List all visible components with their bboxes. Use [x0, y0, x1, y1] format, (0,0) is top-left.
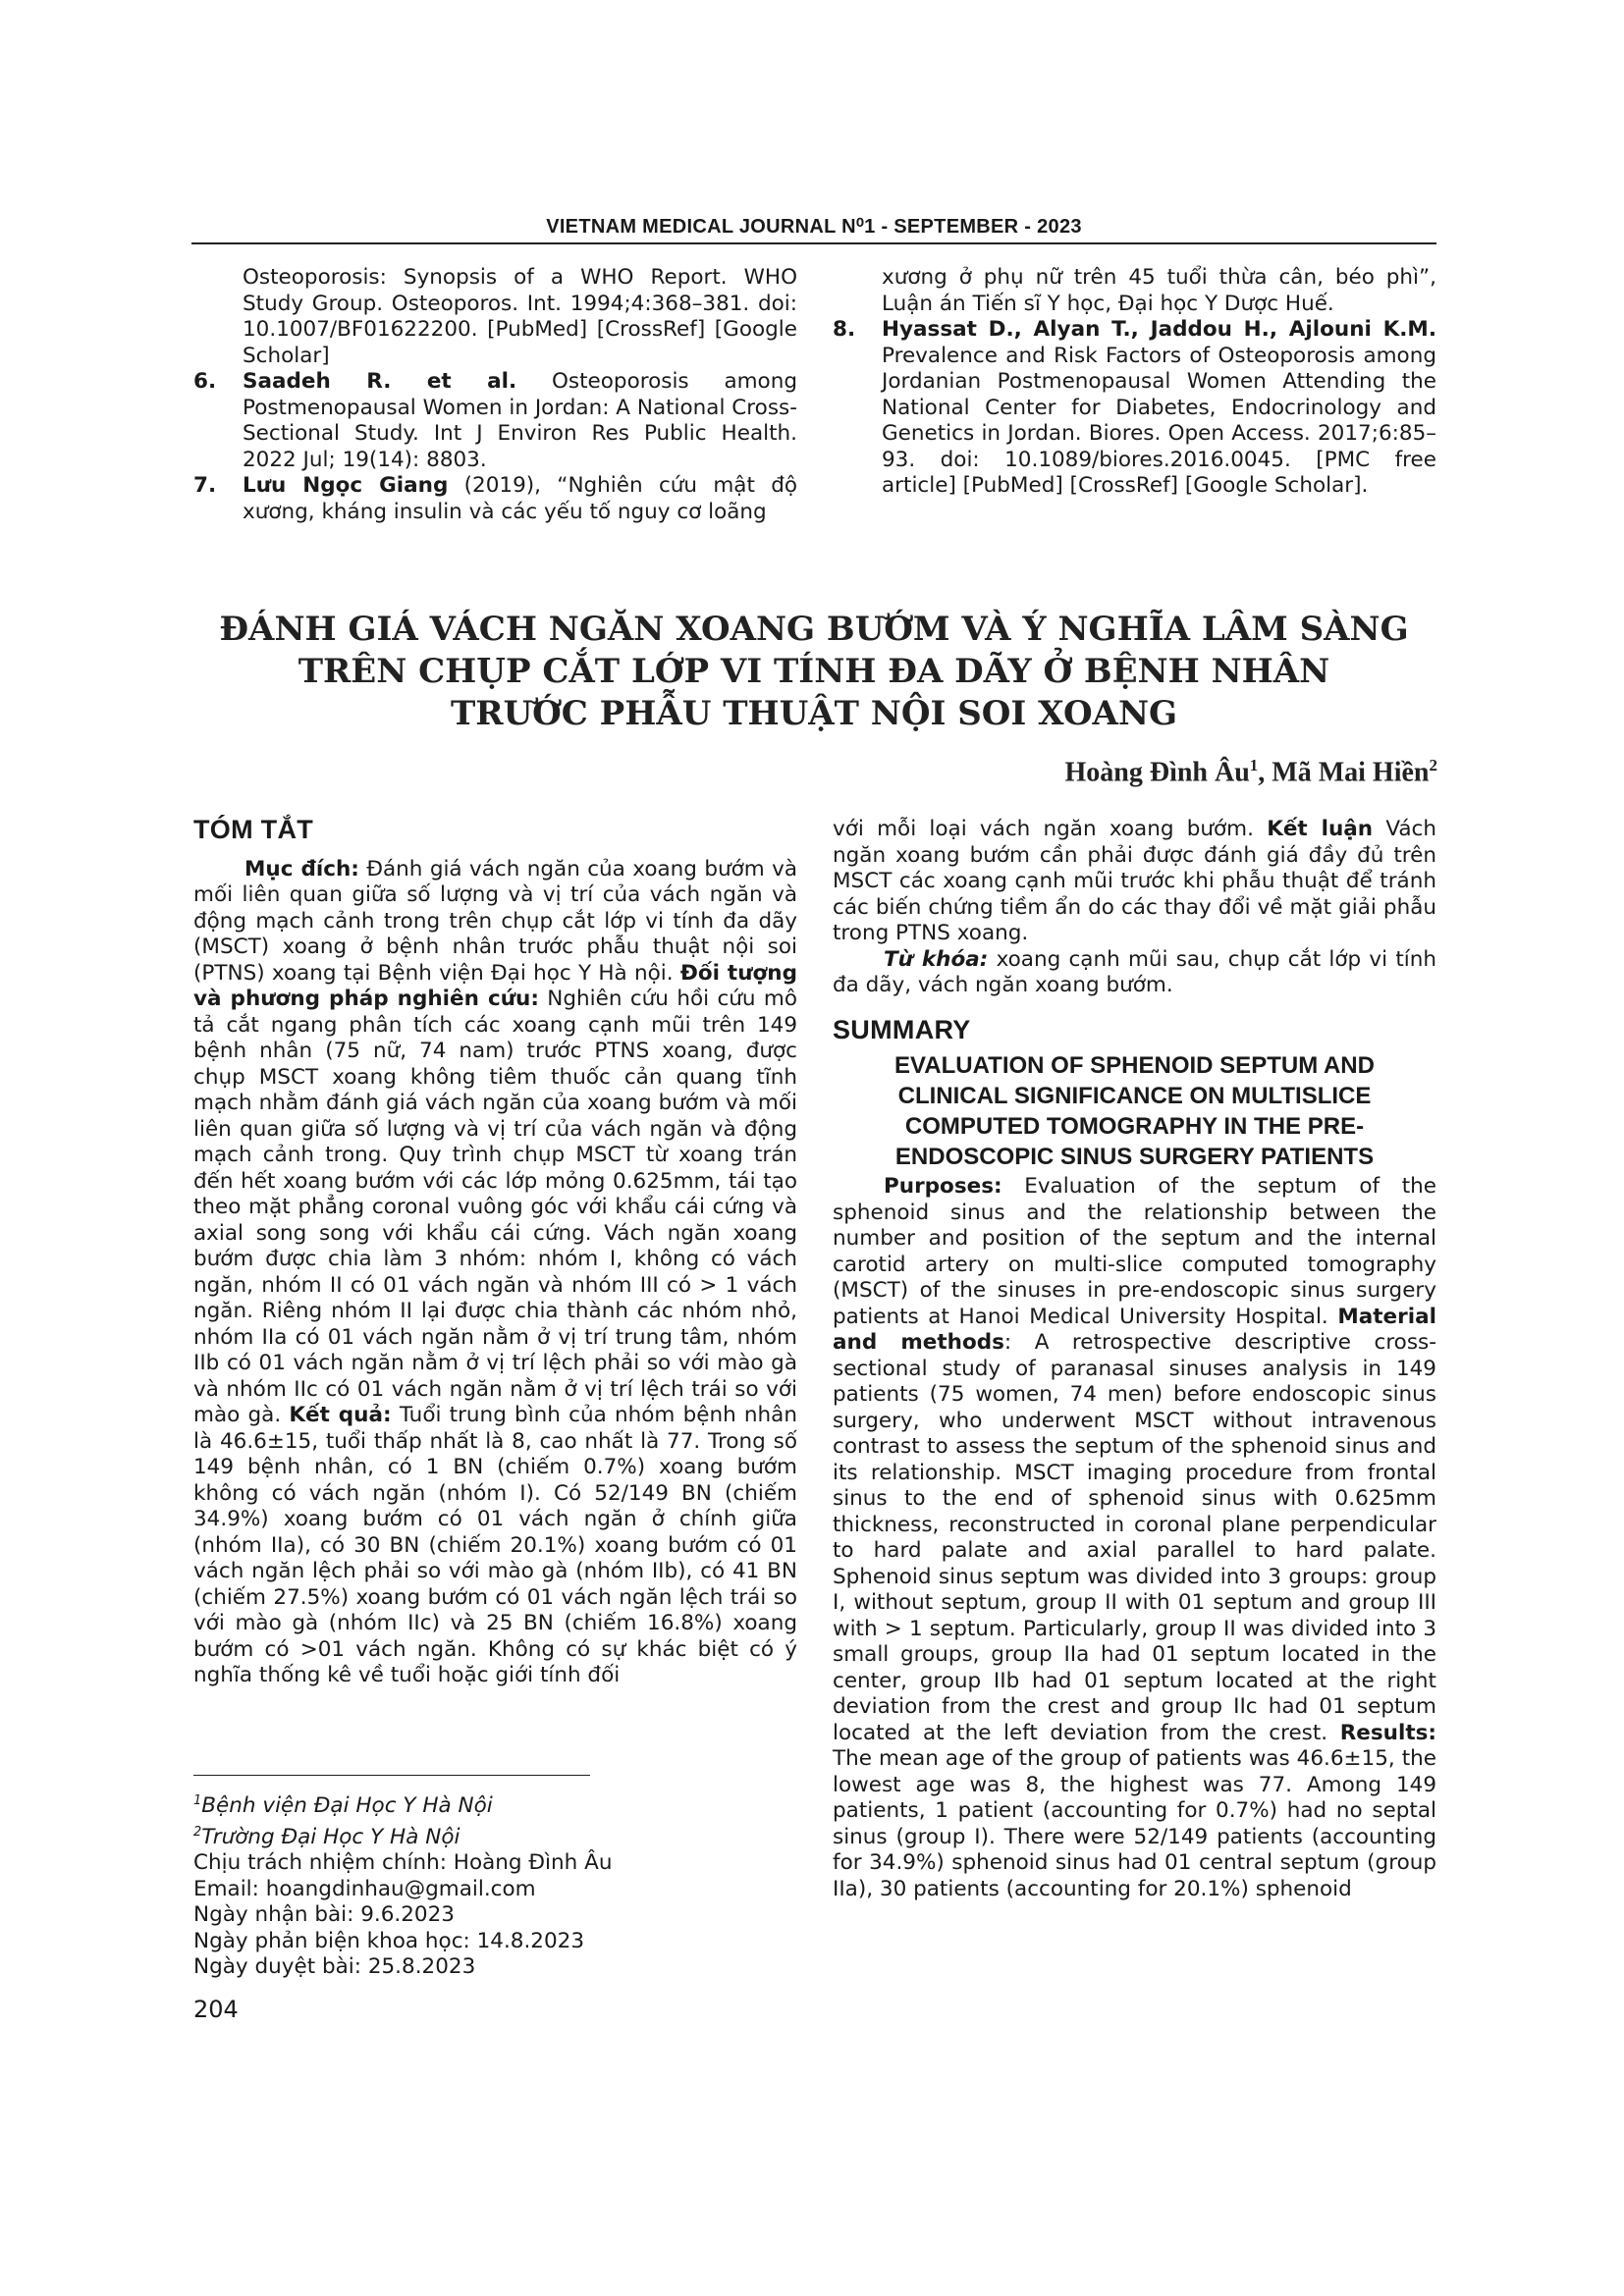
affiliation-text: Bệnh viện Đại Học Y Hà Nội	[201, 1793, 493, 1819]
keywords	[833, 947, 1436, 999]
label: Đối tượng và phương pháp nghiên cứu:	[193, 960, 797, 1011]
article-title	[191, 609, 1436, 735]
affiliation-marker: 2	[1429, 756, 1437, 774]
title-line: COMPUTED TOMOGRAPHY IN THE PRE-	[904, 1113, 1365, 1140]
body-text: Evaluation of the septum of the sphenoid sinus and the relationship between the number and position of the septum and the internal carotid artery on multi-slice computed tomography (MSCT) of the sinuses in pre-endoscopic sinus surgery patients at Hanoi Medical University Hospital.	[833, 1174, 1436, 1329]
label: Purposes:	[884, 1174, 1002, 1199]
reference-8	[833, 317, 1436, 500]
title-line: ENDOSCOPIC SINUS SURGERY PATIENTS	[894, 1144, 1375, 1170]
reference-text: (2019), “Nghiên cứu mật độ xương, kháng insulin và các yếu tố nguy cơ loãng	[243, 473, 797, 524]
footnote-reviewed: Ngày phản biện khoa học: 14.8.2023	[193, 1928, 585, 1953]
body-text: Vách ngăn xoang bướm cần phải được đánh giá đầy đủ trên MSCT các xoang cạnh mũi trước khi phẫu thuật để tránh các biến chứng tiềm ẩn do các thay đổi về mặt giải phẫu trong PTNS xoang.	[833, 817, 1436, 945]
reference-6	[193, 369, 797, 473]
body-text: : A retrospective descriptive cross-sectional study of paranasal sinuses analysis in 149 patients (75 women, 74 men) before endoscopic sinus surgery, who underwent MSCT without intravenous contrast to assess the septum of the sphenoid sinus and its relationship. MSCT imaging procedure from frontal sinus to the end of sphenoid sinus with 0.625mm thickness, reconstructed in coronal plane perpendicular to hard palate and axial parallel to hard palate. Sphenoid sinus septum was divided into 3 groups: group I, without septum, group II with 01 septum and group III with > 1 septum. Particularly, group II was divided into 3 small groups, group IIa had 01 septum located in the center, group IIb had 01 septum located at the right deviation from the crest and group IIc had 01 septum located at the left deviation from the crest.	[833, 1330, 1436, 1745]
reference-text: Prevalence and Risk Factors of Osteoporosis among Jordanian Postmenopausal Women Attending the National Center for Diabetes, Endocrinology and Genetics in Jordan. Biores. Open Access. 2017;6:85–93. doi: 10.1089/biores.2016.0045. [PMC free article] [PubMed] [CrossRef] [Google Scholar].	[882, 343, 1436, 498]
reference-7	[193, 473, 797, 525]
references-right	[833, 265, 1436, 500]
reference-author: Hyassat D., Alyan T., Jaddou H., Ajlouni K.M.	[882, 317, 1436, 342]
reference-number: 6.	[193, 369, 217, 394]
abstract-vietnamese	[193, 817, 797, 1689]
reference-7-continuation: xương ở phụ nữ trên 45 tuổi thừa cân, béo phì”, Luận án Tiến sĩ Y học, Đại học Y Dược Huế.	[882, 265, 1436, 316]
abstract-paragraph	[833, 817, 1436, 947]
english-title	[833, 1050, 1436, 1172]
page-number: 204	[193, 1996, 239, 2023]
title-line: TRÊN CHỤP CẮT LỚP VI TÍNH ĐA DÃY Ở BỆNH NHÂN	[298, 652, 1330, 691]
reference-5-continuation: Osteoporosis: Synopsis of a WHO Report. WHO Study Group. Osteoporos. Int. 1994;4:368–381. doi: 10.1007/BF01622200. [PubMed] [CrossRef] [Google Scholar]	[243, 265, 797, 368]
author-name: Hoàng Đình Âu	[1064, 757, 1250, 788]
affiliation-marker: 2	[193, 1824, 202, 1840]
footnotes	[193, 1789, 783, 1981]
header-rule	[191, 242, 1436, 244]
body-text: The mean age of the group of patients was 46.6±15, the lowest age was 8, the highest was 77. Among 149 patients, 1 patient (accounting for 0.7%) had no septal sinus (group I). There were 52/149 patients (accounting for 34.9%) sphenoid sinus had 01 central septum (group IIa), 30 patients (accounting for 20.1%) sphenoid	[833, 1746, 1436, 1901]
label: Từ khóa:	[884, 946, 989, 972]
footnote-received: Ngày nhận bài: 9.6.2023	[193, 1902, 455, 1928]
authors	[1065, 756, 1438, 788]
title-line: EVALUATION OF SPHENOID SEPTUM AND	[894, 1052, 1375, 1079]
body-text: Đánh giá vách ngăn của xoang bướm và mối liên quan giữa số lượng và vị trí của vách ngăn và động mạch cảnh trong trên chụp cắt lớp vi tính đa dãy (MSCT) xoang ở bệnh nhân trước phẫu thuật nội soi (PTNS) xoang tại Bệnh viện Đại học Y Hà nội.	[193, 856, 798, 986]
footnote-rule	[193, 1775, 590, 1776]
references-left	[193, 265, 797, 525]
body-text: xoang cạnh mũi sau, chụp cắt lớp vi tính đa dãy, vách ngăn xoang bướm.	[833, 946, 1436, 997]
affiliation-text: Trường Đại Học Y Hà Nội	[201, 1824, 460, 1849]
author-name: Mã Mai Hiền	[1272, 757, 1430, 788]
label: Mục đích:	[244, 856, 359, 881]
affiliation-marker: 1	[193, 1793, 202, 1808]
author-separator: ,	[1258, 757, 1272, 788]
affiliation-marker: 1	[1249, 756, 1259, 774]
reference-text: Osteoporosis among Postmenopausal Women in Jordan: A National Cross-Sectional Study. Int J Environ Res Public Health. 2022 Jul; 19(14): 8803.	[243, 369, 797, 472]
section-heading: TÓM TẮT	[193, 815, 314, 844]
footnote-corresponding: Chịu trách nhiệm chính: Hoàng Đình Âu	[193, 1850, 613, 1876]
label: Material and methods	[833, 1304, 1436, 1355]
label: Kết quả:	[289, 1403, 392, 1427]
label: Kết luận	[1267, 817, 1374, 841]
abstract-continuation	[833, 817, 1436, 1902]
reference-number: 8.	[833, 317, 856, 342]
title-line: CLINICAL SIGNIFICANCE ON MULTISLICE	[897, 1083, 1372, 1109]
reference-number: 7.	[193, 473, 217, 498]
footnote-accepted: Ngày duyệt bài: 25.8.2023	[193, 1954, 476, 1980]
title-line: TRƯỚC PHẪU THUẬT NỘI SOI XOANG	[450, 694, 1178, 733]
running-head: VIETNAM MEDICAL JOURNAL N⁰1 - SEPTEMBER - 2023	[546, 216, 1082, 238]
footnote-affiliation	[193, 1789, 783, 1820]
section-heading: SUMMARY	[833, 1014, 971, 1044]
reference-author: Saadeh R. et al.	[243, 369, 517, 394]
body-text: Nghiên cứu hồi cứu mô tả cắt ngang phân tích các xoang cạnh mũi trên 149 bệnh nhân (75 nữ, 74 nam) trước PTNS xoang, được chụp MSCT xoang không tiêm thuốc cản quang tĩnh mạch nhằm đánh giá vách ngăn của xoang bướm và mối liên quan giữa số lượng và vị trí của vách ngăn và động mạch cảnh trong. Quy trình chụp MSCT từ xoang trán đến hết xoang bướm với các lớp mỏng 0.625mm, tái tạo theo mặt phẳng coronal vuông góc với khẩu cái cứng và axial song song với khẩu cái cứng. Vách ngăn xoang bướm được chia làm 3 nhóm: nhóm I, không có vách ngăn, nhóm II có 01 vách ngăn và nhóm III có > 1 vách ngăn. Riêng nhóm II lại được chia thành các nhóm nhỏ, nhóm IIa có 01 vách ngăn nằm ở vị trí trung tâm, nhóm IIb có 01 vách ngăn nằm ở vị trí lệch phải so với mào gà và nhóm IIc có 01 vách ngăn nằm ở vị trí lệch trái so với mào gà.	[193, 987, 797, 1427]
reference-author: Lưu Ngọc Giang	[243, 473, 449, 498]
abstract-paragraph	[193, 857, 797, 1689]
label: Results:	[1339, 1720, 1436, 1745]
body-text: với mỗi loại vách ngăn xoang bướm.	[833, 817, 1254, 841]
body-text: Tuổi trung bình của nhóm bệnh nhân là 46.6±15, tuổi thấp nhất là 8, cao nhất là 77. Trong số 149 bệnh nhân, có 1 BN (chiếm 0.7%) xoang bướm không có vách ngăn (nhóm I). Có 52/149 BN (chiếm 34.9%) xoang bướm có 01 vách ngăn ở chính giữa (nhóm IIa), có 30 BN (chiếm 20.1%) xoang bướm có 01 vách ngăn lệch phải so với mào gà (nhóm IIb), có 41 BN (chiếm 27.5%) xoang bướm có 01 vách ngăn lệch trái so với mào gà (nhóm IIc) và 25 BN (chiếm 16.8%) xoang bướm có >01 vách ngăn. Không có sự khác biệt có ý nghĩa thống kê về tuổi hoặc giới tính đối	[193, 1403, 797, 1687]
footnote-email: Email: hoangdinhau@gmail.com	[193, 1876, 536, 1901]
footnote-affiliation	[193, 1820, 783, 1851]
title-line: ĐÁNH GIÁ VÁCH NGĂN XOANG BƯỚM VÀ Ý NGHĨA LÂM SÀNG	[219, 610, 1409, 649]
summary-paragraph	[833, 1174, 1436, 1902]
